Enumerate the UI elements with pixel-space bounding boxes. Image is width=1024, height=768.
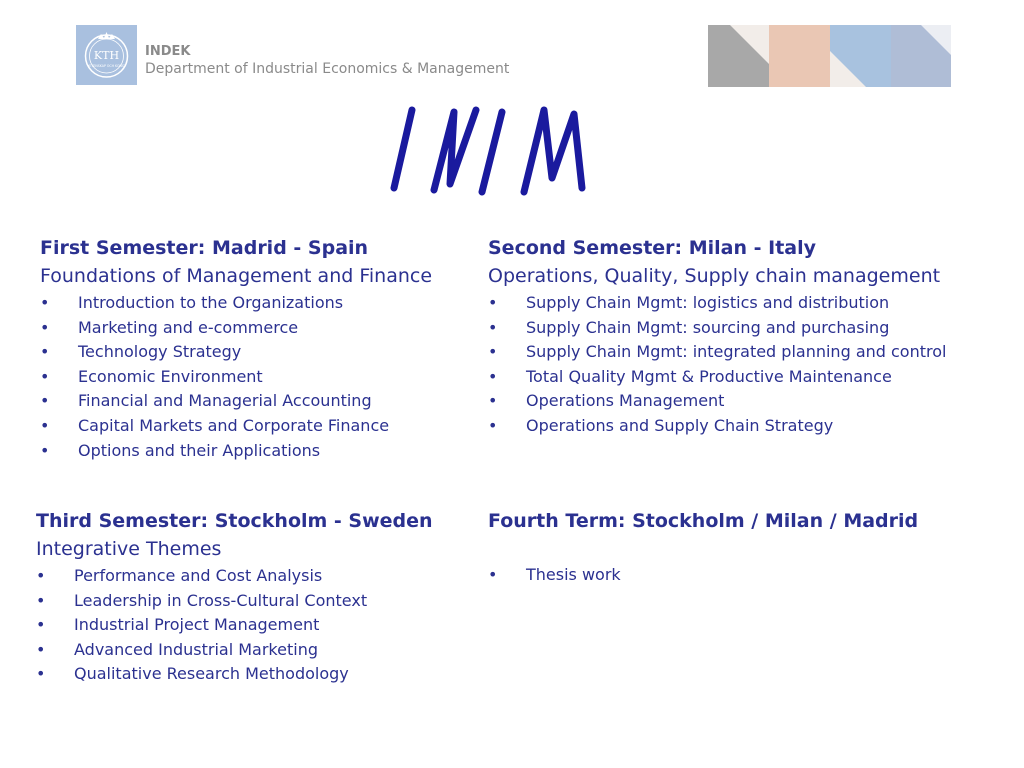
imim-logo-graphic [384, 100, 606, 204]
course-item [36, 638, 433, 663]
first-semester-subtitle: Foundations of Management and Finance [40, 265, 433, 287]
course-item [488, 340, 946, 365]
fourth-term-title: Fourth Term: Stockholm / Milan / Madrid [488, 510, 919, 532]
course-item [40, 389, 432, 414]
bullet-icon: • [40, 317, 50, 337]
course-label: Performance and Cost Analysis [74, 566, 323, 585]
first-semester-title: First Semester: Madrid - Spain [40, 237, 369, 259]
course-item [488, 365, 946, 390]
bullet-icon: • [488, 317, 498, 337]
bullet-icon: • [488, 366, 498, 386]
third-semester-title: Third Semester: Stockholm - Sweden [36, 510, 433, 532]
second-semester-title: Second Semester: Milan - Italy [488, 237, 817, 259]
kth-logo [76, 25, 137, 85]
course-label: Capital Markets and Corporate Finance [78, 415, 390, 435]
course-item [488, 389, 946, 414]
course-label: Qualitative Research Methodology [74, 664, 349, 684]
course-label: Total Quality Mgmt & Productive Maintenance [526, 366, 892, 386]
bullet-icon: • [36, 590, 46, 610]
second-semester-subtitle: Operations, Quality, Supply chain management [488, 265, 941, 287]
first-semester-section [40, 234, 432, 463]
second-semester-course-list [488, 291, 946, 439]
third-semester-section [36, 507, 433, 687]
bullet-icon: • [488, 415, 498, 435]
department-full-name: Department of Industrial Economics & Management [145, 61, 510, 77]
course-label: Industrial Project Management [74, 615, 320, 635]
course-item [488, 563, 918, 588]
bullet-icon: • [40, 391, 50, 411]
third-semester-subtitle: Integrative Themes [36, 538, 222, 560]
department-header [145, 43, 509, 78]
course-label: Financial and Managerial Accounting [78, 391, 372, 411]
bullet-icon: • [488, 293, 498, 312]
fourth-term-section [488, 507, 918, 588]
course-label: Options and their Applications [78, 440, 321, 460]
course-item [40, 340, 432, 365]
bullet-icon: • [488, 565, 498, 584]
course-label: Supply Chain Mgmt: integrated planning and control [526, 342, 947, 362]
course-label: Operations and Supply Chain Strategy [526, 415, 834, 435]
fourth-term-course-list [488, 563, 918, 588]
first-semester-course-list [40, 291, 432, 463]
bullet-icon: • [40, 440, 50, 460]
course-label: Operations Management [526, 391, 725, 411]
course-label: Technology Strategy [78, 342, 242, 362]
third-semester-course-list [36, 564, 433, 687]
department-short-name: INDEK [145, 44, 191, 59]
bullet-icon: • [36, 566, 46, 585]
bullet-icon: • [40, 366, 50, 386]
kth-logo-text: KTH [93, 49, 120, 62]
course-label: Leadership in Cross-Cultural Context [74, 590, 368, 610]
course-item [40, 414, 432, 439]
course-label: Introduction to the Organizations [78, 293, 344, 312]
course-item [36, 613, 433, 638]
course-item [36, 662, 433, 687]
course-label: Economic Environment [78, 366, 263, 386]
course-item [488, 316, 946, 341]
course-item [40, 439, 432, 464]
bullet-icon: • [36, 664, 46, 684]
bullet-icon: • [36, 639, 46, 659]
course-item [36, 589, 433, 614]
second-semester-section [488, 234, 946, 439]
bullet-icon: • [40, 293, 50, 312]
bullet-icon: • [488, 342, 498, 362]
course-label: Advanced Industrial Marketing [74, 639, 318, 659]
course-label: Thesis work [526, 565, 621, 584]
course-label: Marketing and e-commerce [78, 317, 299, 337]
course-item [40, 316, 432, 341]
course-item [488, 414, 946, 439]
kth-logo-subtext: VETENSKAP OCH KONST [87, 64, 126, 68]
decorative-color-blocks [708, 25, 951, 87]
course-label: Supply Chain Mgmt: logistics and distribution [526, 293, 890, 312]
bullet-icon: • [40, 415, 50, 435]
course-item [488, 291, 946, 316]
course-item [40, 365, 432, 390]
course-label: Supply Chain Mgmt: sourcing and purchasing [526, 317, 890, 337]
bullet-icon: • [36, 615, 46, 635]
bullet-icon: • [488, 391, 498, 411]
course-item [36, 564, 433, 589]
bullet-icon: • [40, 342, 50, 362]
imim-logo [384, 100, 606, 204]
course-item [40, 291, 432, 316]
